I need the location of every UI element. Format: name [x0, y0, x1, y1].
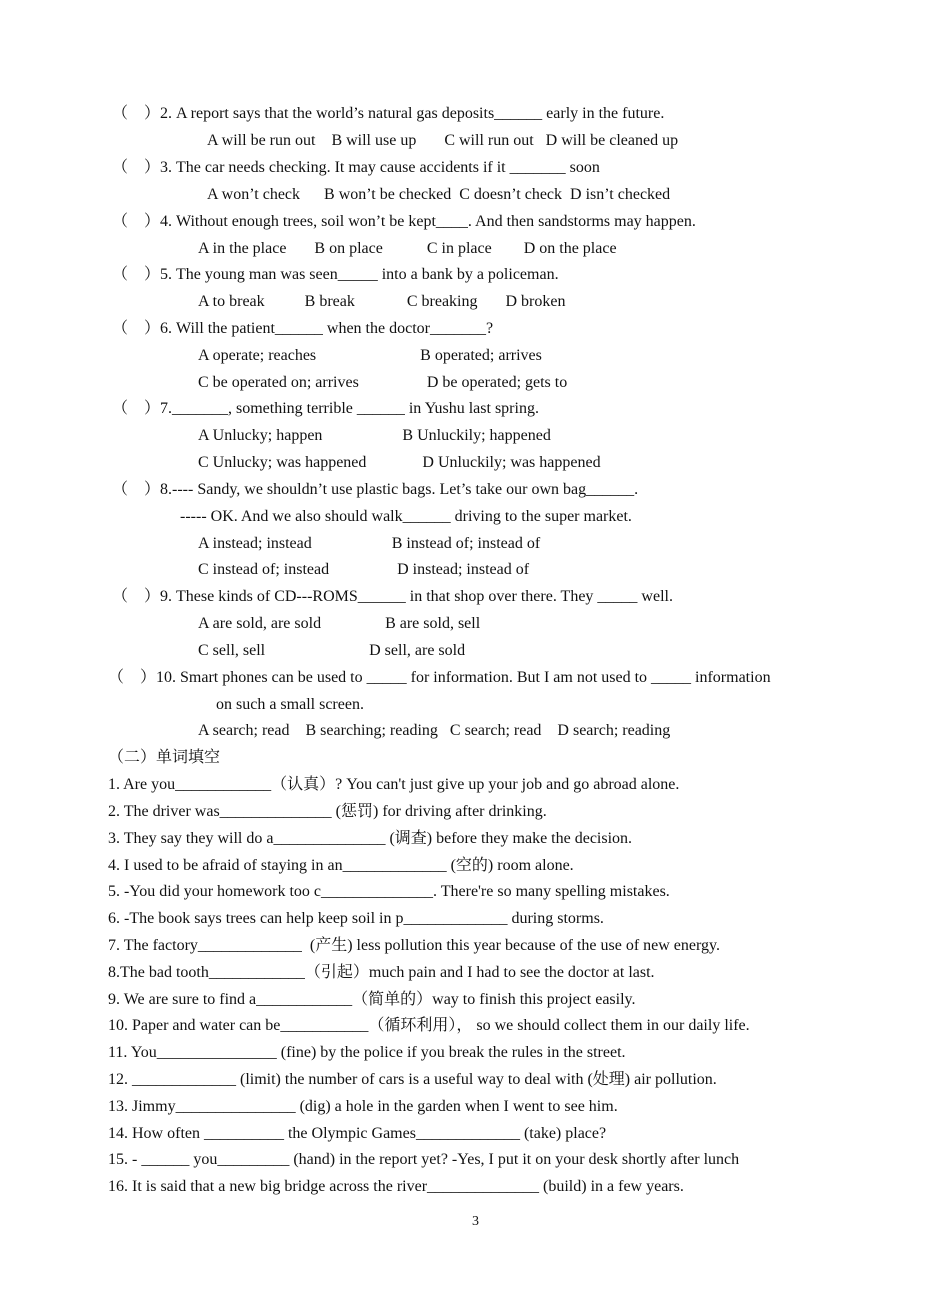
question-4-stem: （ ）4. Without enough trees, soil won’t be kept____. And then sandstorms may happen.	[112, 213, 696, 230]
fill-item-4: 4. I used to be afraid of staying in an_____________ (空的) room alone.	[108, 857, 574, 874]
question-8-options-cd: C instead of; instead D instead; instead of	[198, 561, 530, 578]
question-2-stem: （ ）2. A report says that the world’s natural gas deposits______ early in the future.	[112, 105, 665, 122]
question-9-stem: （ ）9. These kinds of CD---ROMS______ in that shop over there. They _____ well.	[112, 588, 673, 605]
question-10-stem-continued: on such a small screen.	[216, 696, 364, 713]
question-2-options: A will be run out B will use up C will run out D will be cleaned up	[207, 132, 679, 149]
question-8-reply: ----- OK. And we also should walk______ driving to the super market.	[180, 508, 632, 525]
question-3-options: A won’t check B won’t be checked C doesn’t check D isn’t checked	[207, 186, 671, 203]
fill-item-14: 14. How often __________ the Olympic Games_____________ (take) place?	[108, 1125, 607, 1142]
question-9-options-ab: A are sold, are sold B are sold, sell	[198, 615, 481, 632]
question-6-options-ab: A operate; reaches B operated; arrives	[198, 347, 542, 364]
fill-item-15: 15. - ______ you_________ (hand) in the report yet? -Yes, I put it on your desk shortly after lunch	[108, 1151, 740, 1168]
page-number: 3	[472, 1214, 479, 1229]
question-10-stem: （ ）10. Smart phones can be used to _____ for information. But I am not used to _____ information	[108, 669, 771, 686]
fill-item-16: 16. It is said that a new big bridge across the river______________ (build) in a few years.	[108, 1178, 684, 1195]
fill-item-6: 6. -The book says trees can help keep soil in p_____________ during storms.	[108, 910, 604, 927]
question-6-stem: （ ）6. Will the patient______ when the doctor_______?	[112, 320, 494, 337]
fill-item-1: 1. Are you____________（认真）? You can't just give up your job and go abroad alone.	[108, 776, 680, 793]
question-10-options: A search; read B searching; reading C search; read D search; reading	[198, 722, 671, 739]
fill-item-8: 8.The bad tooth____________（引起）much pain and I had to see the doctor at last.	[108, 964, 655, 981]
question-5-options: A to break B break C breaking D broken	[198, 293, 566, 310]
question-7-options-cd: C Unlucky; was happened D Unluckily; was happened	[198, 454, 601, 471]
question-3-stem: （ ）3. The car needs checking. It may cause accidents if it _______ soon	[112, 159, 600, 176]
fill-item-3: 3. They say they will do a______________ (调查) before they make the decision.	[108, 830, 633, 847]
question-6-options-cd: C be operated on; arrives D be operated; gets to	[198, 374, 568, 391]
question-8-options-ab: A instead; instead B instead of; instead of	[198, 535, 541, 552]
question-8-stem: （ ）8.---- Sandy, we shouldn’t use plastic bags. Let’s take our own bag______.	[112, 481, 639, 498]
fill-item-5: 5. -You did your homework too c______________. There're so many spelling mistakes.	[108, 883, 670, 900]
fill-item-11: 11. You_______________ (fine) by the police if you break the rules in the street.	[108, 1044, 626, 1061]
fill-item-9: 9. We are sure to find a____________（简单的）way to finish this project easily.	[108, 991, 636, 1008]
section-2-title: （二）单词填空	[108, 749, 221, 766]
question-7-stem: （ ）7._______, something terrible ______ in Yushu last spring.	[112, 400, 539, 417]
question-4-options: A in the place B on place C in place D on the place	[198, 240, 617, 257]
question-5-stem: （ ）5. The young man was seen_____ into a bank by a policeman.	[112, 266, 559, 283]
fill-item-2: 2. The driver was______________ (惩罚) for driving after drinking.	[108, 803, 547, 820]
fill-item-13: 13. Jimmy_______________ (dig) a hole in the garden when I went to see him.	[108, 1098, 618, 1115]
question-7-options-ab: A Unlucky; happen B Unluckily; happened	[198, 427, 551, 444]
fill-item-10: 10. Paper and water can be___________（循环利用）， so we should collect them in our daily life.	[108, 1017, 750, 1034]
fill-item-7: 7. The factory_____________ (产生) less pollution this year because of the use of new energy.	[108, 937, 721, 954]
fill-item-12: 12. _____________ (limit) the number of cars is a useful way to deal with (处理) air pollution.	[108, 1071, 717, 1088]
question-9-options-cd: C sell, sell D sell, are sold	[198, 642, 466, 659]
